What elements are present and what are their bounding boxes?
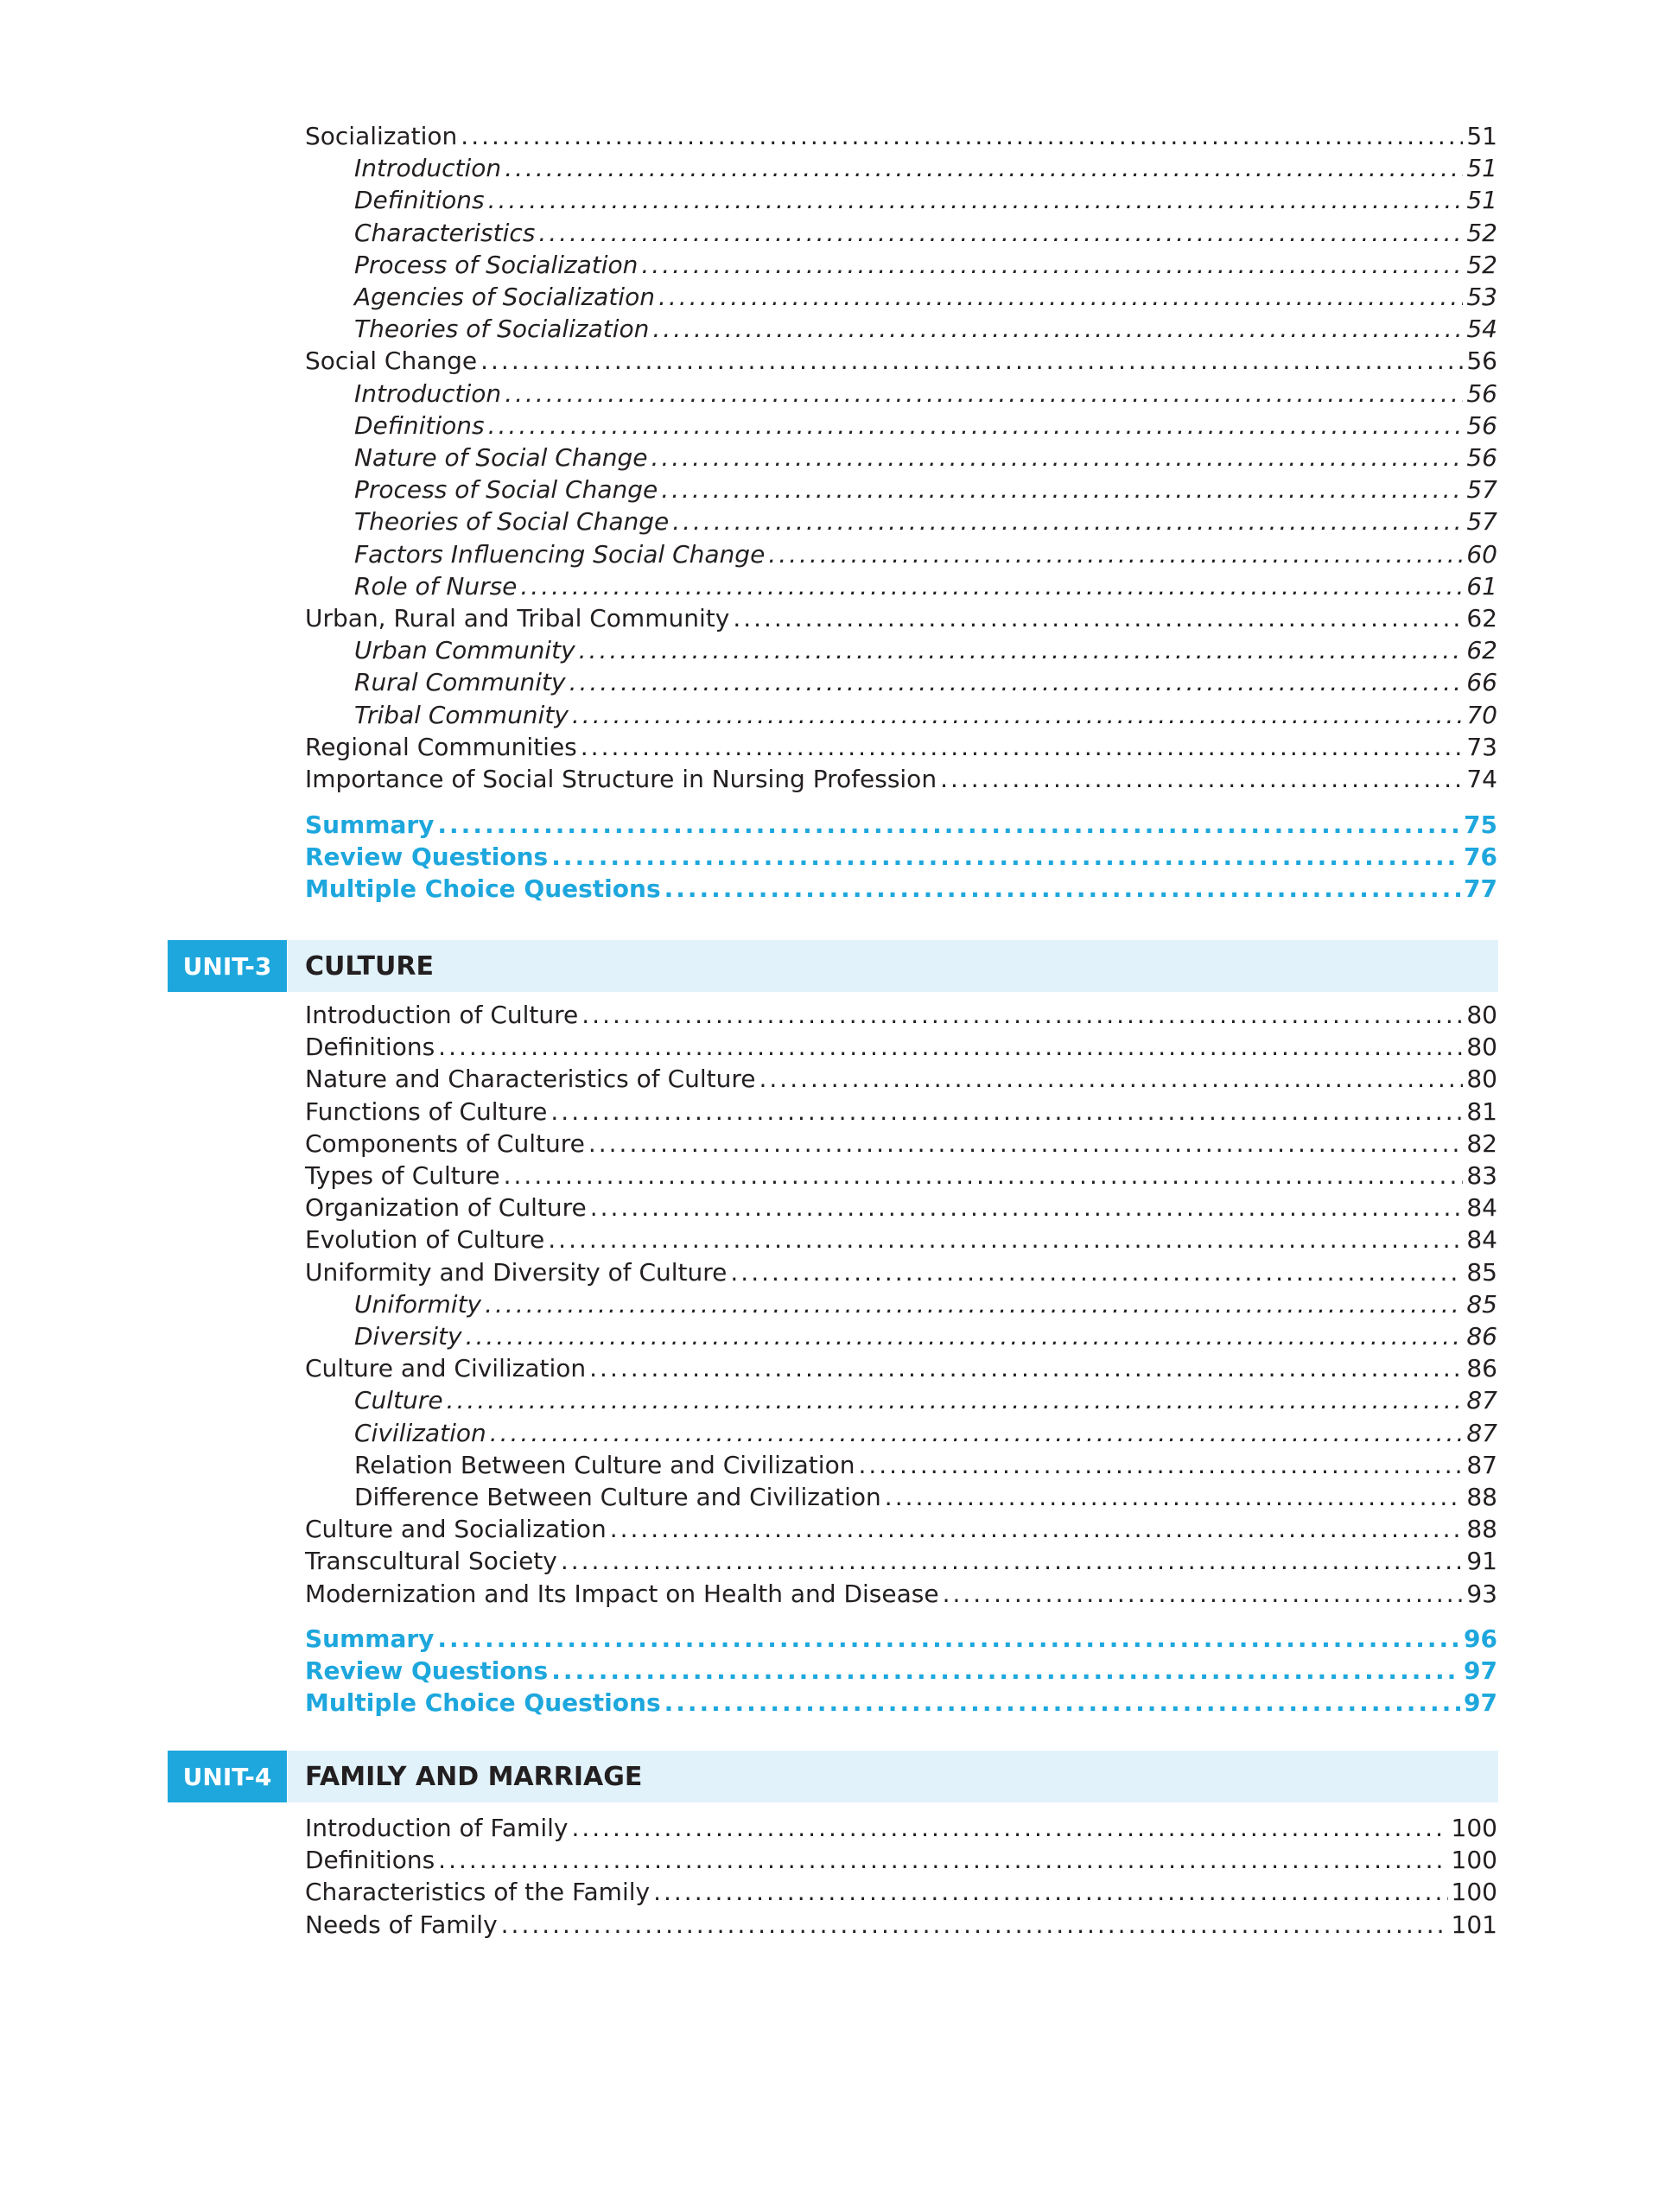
toc-entry[interactable] — [305, 1514, 1497, 1545]
toc-entry-title: Uniformity and Diversity of Culture — [305, 1257, 728, 1287]
toc-entry-page: 53 — [1466, 283, 1497, 311]
toc-entry-title: Relation Between Culture and Civilization — [354, 1450, 855, 1479]
toc-entry-title: Culture and Socialization — [305, 1515, 607, 1544]
toc-entry-title: Definitions — [354, 410, 485, 440]
toc-entry-title: Introduction — [354, 154, 502, 183]
toc-entry-page: 62 — [1466, 636, 1497, 665]
toc-entry[interactable] — [305, 1096, 1497, 1128]
dot-leader — [571, 1813, 1447, 1844]
toc-entry-title: Modernization and Its Impact on Health and Disease — [305, 1579, 939, 1608]
toc-entry-page: 80 — [1466, 1065, 1497, 1094]
dot-leader — [548, 1224, 1463, 1255]
toc-entry[interactable] — [305, 1845, 1497, 1876]
toc-entry[interactable] — [354, 571, 1497, 602]
toc-entry-title: Rural Community — [354, 668, 566, 697]
toc-entry[interactable] — [305, 346, 1497, 377]
dot-leader — [940, 764, 1463, 795]
dot-leader — [672, 506, 1463, 537]
dot-leader — [658, 282, 1463, 313]
unit-3-label: UNIT-3 — [168, 940, 287, 992]
toc-entry-page: 52 — [1466, 218, 1497, 247]
toc-entry-page: 74 — [1466, 765, 1497, 793]
dot-leader — [733, 603, 1463, 634]
toc-entry-title: Agencies of Socialization — [354, 283, 655, 311]
toc-entry-page: 85 — [1466, 1289, 1497, 1319]
dot-leader — [505, 378, 1463, 410]
toc-section-link[interactable] — [305, 1688, 1497, 1719]
toc-entry-title: Introduction of Culture — [305, 1001, 579, 1029]
dot-leader — [538, 218, 1463, 249]
toc-entry-title: Urban, Rural and Tribal Community — [305, 604, 730, 632]
toc-entry-page: 80 — [1466, 1033, 1497, 1062]
toc-entry-title: Multiple Choice Questions — [305, 1688, 661, 1718]
toc-entry-title: Theories of Social Change — [354, 507, 670, 537]
toc-entry-title: Evolution of Culture — [305, 1225, 545, 1255]
toc-entry[interactable] — [305, 1032, 1497, 1063]
toc-entry-title: Diversity — [354, 1322, 462, 1351]
toc-entry[interactable] — [354, 1321, 1497, 1352]
dot-leader — [653, 1877, 1447, 1908]
dot-leader — [885, 1482, 1464, 1513]
toc-entry-page: 56 — [1466, 410, 1497, 440]
toc-entry-title: Characteristics of the Family — [305, 1878, 651, 1907]
toc-entry-page: 83 — [1466, 1161, 1497, 1190]
toc-entry-page: 93 — [1466, 1579, 1497, 1608]
toc-section-link[interactable] — [305, 842, 1497, 873]
dot-leader — [664, 1688, 1460, 1719]
dot-leader — [488, 185, 1464, 216]
toc-entry-title: Introduction of Family — [305, 1814, 569, 1842]
toc-entry-page: 86 — [1466, 1354, 1497, 1383]
toc-entry-title: Review Questions — [305, 1656, 549, 1686]
toc-entry-title: Civilization — [354, 1418, 486, 1447]
toc-entry-page: 100 — [1451, 1814, 1497, 1842]
dot-leader — [501, 1910, 1448, 1941]
toc-entry-page: 82 — [1466, 1128, 1497, 1158]
toc-entry-title: Nature of Social Change — [354, 443, 648, 472]
dot-leader — [551, 1656, 1460, 1687]
toc-entry-title: Summary — [305, 810, 435, 839]
toc-entry-page: 52 — [1466, 250, 1497, 279]
dot-leader — [652, 314, 1463, 345]
toc-entry-page: 87 — [1466, 1386, 1497, 1415]
toc-entry[interactable] — [354, 1289, 1497, 1320]
toc-entry[interactable] — [354, 153, 1497, 184]
dot-leader — [437, 810, 1460, 841]
toc-entry-page: 60 — [1466, 539, 1497, 569]
toc-entry[interactable] — [354, 700, 1497, 731]
toc-entry[interactable] — [354, 410, 1497, 442]
toc-entry[interactable] — [354, 378, 1497, 410]
toc-entry-page: 62 — [1466, 604, 1497, 632]
toc-entry-page: 88 — [1466, 1483, 1497, 1511]
toc-entry-page: 87 — [1466, 1418, 1497, 1447]
dot-leader — [550, 1096, 1463, 1128]
toc-entry-title: Importance of Social Structure in Nursing Profession — [305, 765, 937, 793]
toc-entry[interactable] — [305, 121, 1497, 152]
toc-entry-page: 80 — [1466, 1001, 1497, 1029]
toc-entry-page: 51 — [1466, 154, 1497, 183]
toc-entry-page: 97 — [1464, 1656, 1497, 1686]
toc-entry-page: 97 — [1464, 1688, 1497, 1718]
toc-entry[interactable] — [354, 506, 1497, 537]
toc-entry-title: Types of Culture — [305, 1161, 500, 1190]
toc-entry[interactable] — [354, 667, 1497, 698]
toc-entry-title: Definitions — [305, 1033, 435, 1062]
toc-entry-page: 57 — [1466, 475, 1497, 505]
toc-entry[interactable] — [354, 1482, 1497, 1513]
toc-entry-title: Definitions — [354, 186, 485, 215]
toc-entry[interactable] — [354, 635, 1497, 666]
dot-leader — [461, 121, 1463, 152]
toc-entry[interactable] — [305, 1353, 1497, 1384]
dot-leader — [569, 667, 1464, 698]
toc-entry-page: 84 — [1466, 1193, 1497, 1223]
dot-leader — [485, 1289, 1463, 1320]
toc-section-link[interactable] — [305, 1656, 1497, 1687]
dot-leader — [858, 1450, 1463, 1481]
toc-entry[interactable] — [354, 1418, 1497, 1449]
toc-entry[interactable] — [305, 1000, 1497, 1031]
toc-entry-page: 87 — [1466, 1450, 1497, 1479]
toc-entry[interactable] — [354, 282, 1497, 313]
toc-entry-title: Culture and Civilization — [305, 1354, 587, 1383]
dot-leader — [466, 1321, 1464, 1352]
toc-entry-title: Regional Communities — [305, 732, 577, 761]
toc-entry[interactable] — [354, 474, 1497, 505]
toc-entry[interactable] — [305, 1910, 1497, 1941]
dot-leader — [504, 1160, 1464, 1192]
toc-entry-page: 100 — [1451, 1846, 1497, 1875]
unit-4-title: FAMILY AND MARRIAGE — [305, 1761, 643, 1792]
toc-entry-title: Characteristics — [354, 218, 536, 247]
toc-entry-page: 56 — [1466, 378, 1497, 408]
toc-entry[interactable] — [305, 1128, 1497, 1160]
dot-leader — [943, 1579, 1464, 1610]
unit-3-header — [168, 940, 1498, 992]
toc-entry-page: 76 — [1464, 842, 1497, 872]
toc-section-link[interactable] — [305, 810, 1497, 841]
toc-entry-page: 56 — [1466, 443, 1497, 472]
dot-leader — [581, 732, 1464, 763]
toc-entry-title: Process of Socialization — [354, 250, 639, 279]
toc-entry-title: Difference Between Culture and Civilization — [354, 1483, 881, 1511]
dot-leader — [664, 874, 1460, 905]
dot-leader — [641, 250, 1463, 281]
toc-entry-title: Needs of Family — [305, 1910, 498, 1939]
toc-entry-page: 66 — [1466, 668, 1497, 697]
toc-entry[interactable] — [354, 185, 1497, 216]
dot-leader — [590, 1192, 1464, 1224]
toc-entry[interactable] — [354, 539, 1497, 570]
unit-3-title: CULTURE — [305, 950, 434, 982]
toc-entry-title: Theories of Socialization — [354, 315, 650, 344]
toc-entry-title: Review Questions — [305, 842, 549, 872]
toc-section-link[interactable] — [305, 874, 1497, 905]
toc-entry-title: Socialization — [305, 122, 458, 150]
toc-entry[interactable] — [354, 250, 1497, 281]
toc-entry-title: Tribal Community — [354, 700, 569, 729]
toc-entry-page: 61 — [1466, 571, 1497, 601]
dot-leader — [561, 1546, 1464, 1577]
toc-entry-page: 56 — [1466, 346, 1497, 376]
toc-entry-page: 77 — [1464, 874, 1497, 904]
toc-entry-page: 84 — [1466, 1225, 1497, 1255]
toc-entry[interactable] — [354, 1385, 1497, 1416]
unit-4-label: UNIT-4 — [168, 1751, 287, 1802]
toc-entry-title: Components of Culture — [305, 1128, 585, 1158]
toc-entry[interactable] — [305, 732, 1497, 763]
toc-entry-page: 85 — [1466, 1257, 1497, 1287]
dot-leader — [651, 442, 1463, 474]
toc-entry[interactable] — [305, 1579, 1497, 1610]
toc-entry-page: 100 — [1451, 1878, 1497, 1907]
toc-entry-page: 51 — [1466, 122, 1497, 150]
dot-leader — [437, 1624, 1460, 1655]
toc-entry-title: Culture — [354, 1386, 443, 1415]
toc-entry-title: Social Change — [305, 346, 478, 376]
dot-leader — [610, 1514, 1464, 1545]
toc-entry[interactable] — [354, 1450, 1497, 1481]
toc-entry-page: 70 — [1466, 700, 1497, 729]
toc-entry-title: Functions of Culture — [305, 1096, 548, 1126]
dot-leader — [759, 1064, 1464, 1095]
dot-leader — [488, 410, 1464, 442]
toc-entry-title: Uniformity — [354, 1289, 482, 1319]
dot-leader — [572, 700, 1463, 731]
toc-entry-title: Process of Social Change — [354, 475, 658, 505]
toc-section-link[interactable] — [305, 1624, 1497, 1655]
toc-entry[interactable] — [305, 1257, 1497, 1288]
toc-entry[interactable] — [354, 314, 1497, 345]
toc-entry[interactable] — [305, 1192, 1497, 1224]
toc-entry-page: 86 — [1466, 1322, 1497, 1351]
toc-entry-title: Organization of Culture — [305, 1193, 587, 1223]
toc-entry[interactable] — [354, 442, 1497, 474]
toc-entry[interactable] — [305, 1813, 1497, 1844]
dot-leader — [589, 1353, 1463, 1384]
dot-leader — [480, 346, 1463, 377]
dot-leader — [438, 1845, 1447, 1876]
toc-entry[interactable] — [305, 1546, 1497, 1577]
dot-leader — [490, 1418, 1464, 1449]
dot-leader — [551, 842, 1460, 873]
toc-entry-page: 73 — [1466, 732, 1497, 761]
toc-entry-title: Factors Influencing Social Change — [354, 539, 766, 569]
toc-entry-title: Multiple Choice Questions — [305, 874, 661, 904]
toc-entry-page: 75 — [1464, 810, 1497, 839]
dot-leader — [588, 1128, 1464, 1160]
toc-entry-page: 88 — [1466, 1515, 1497, 1544]
toc-entry-page: 57 — [1466, 507, 1497, 537]
toc-entry-page: 96 — [1464, 1624, 1497, 1653]
toc-entry-title: Nature and Characteristics of Culture — [305, 1065, 756, 1094]
unit-4-header — [168, 1751, 1498, 1802]
toc-entry-page: 91 — [1466, 1547, 1497, 1576]
toc-entry-page: 54 — [1466, 315, 1497, 344]
toc-entry-title: Transcultural Society — [305, 1547, 557, 1576]
dot-leader — [438, 1032, 1463, 1063]
unit-3-title-bar — [288, 940, 1498, 992]
toc-entry[interactable] — [354, 218, 1497, 249]
toc-entry[interactable] — [305, 1160, 1497, 1192]
toc-entry[interactable] — [305, 603, 1497, 634]
dot-leader — [505, 153, 1463, 184]
toc-entry-title: Urban Community — [354, 636, 575, 665]
toc-entry[interactable] — [305, 764, 1497, 795]
dot-leader — [768, 539, 1463, 570]
dot-leader — [520, 571, 1463, 602]
toc-entry[interactable] — [305, 1877, 1497, 1908]
dot-leader — [730, 1257, 1463, 1288]
toc-entry-page: 51 — [1466, 186, 1497, 215]
toc-entry[interactable] — [305, 1224, 1497, 1255]
dot-leader — [661, 474, 1463, 505]
dot-leader — [579, 635, 1464, 666]
toc-entry-title: Role of Nurse — [354, 571, 518, 601]
toc-entry-title: Definitions — [305, 1846, 435, 1875]
toc-entry-page: 101 — [1451, 1910, 1497, 1939]
toc-entry-title: Introduction — [354, 378, 502, 408]
unit-4-title-bar — [288, 1751, 1498, 1802]
dot-leader — [581, 1000, 1463, 1031]
dot-leader — [447, 1385, 1464, 1416]
toc-entry-page: 81 — [1466, 1096, 1497, 1126]
toc-entry[interactable] — [305, 1064, 1497, 1095]
toc-entry-title: Summary — [305, 1624, 435, 1653]
